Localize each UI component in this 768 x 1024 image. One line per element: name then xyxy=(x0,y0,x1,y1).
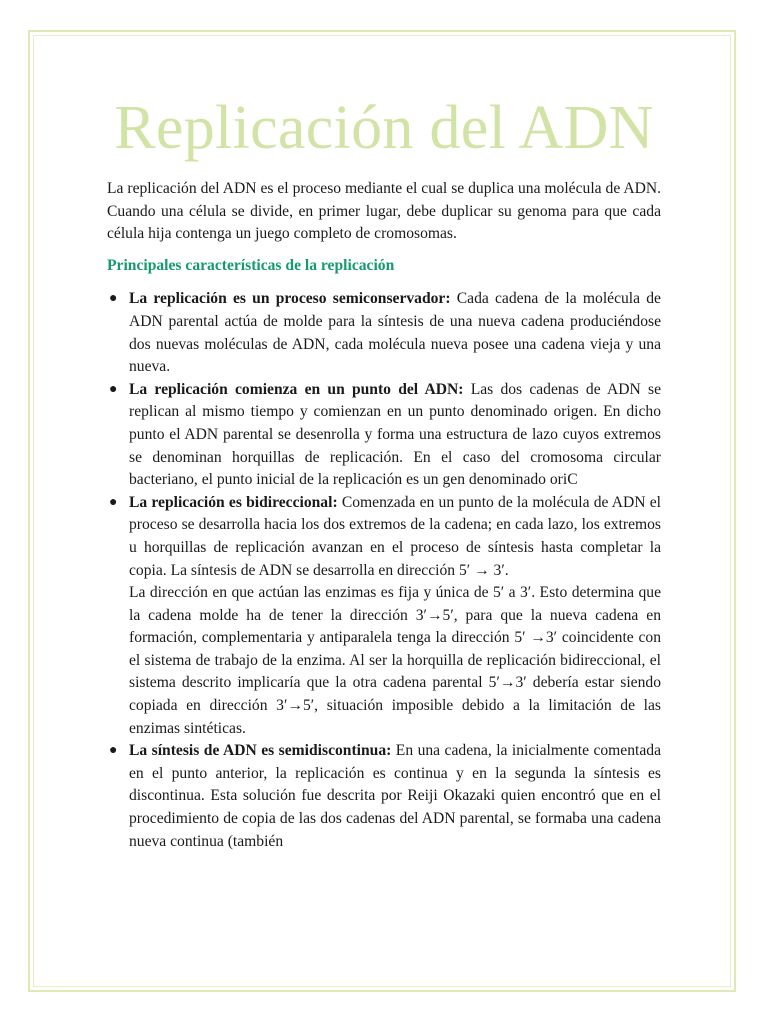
bullet-icon: ● xyxy=(109,494,118,510)
bullet-icon: ● xyxy=(109,381,118,397)
list-item-body: Cada cadena de la molécula de ADN parental actúa de molde para la síntesis de una nueva cadena produciéndose dos nuevas moléculas de ADN, cada molécula nueva posee una cadena vieja y una nueva. xyxy=(129,290,661,376)
document-body xyxy=(107,178,661,853)
list-item xyxy=(107,379,661,492)
section-heading: Principales características de la replicación xyxy=(107,256,395,274)
list-item-bold: La replicación es bidireccional: xyxy=(129,493,338,511)
list-item-extra-paragraph: La dirección en que actúan las enzimas es fija y única de 5′ a 3′. Esto determina que la cadena molde ha de tener la dirección 3′→5′, para que la nueva cadena en formación, complementaria y antiparalela tenga la dirección 5′ →3′ coincidente con el sistema de trabajo de la enzima. Al ser la horquilla de replicación bidireccional, el sistema descrito implicaría que la otra cadena parental 5′→3′ debería estar siendo copiada en dirección 3′→5′, situación imposible debido a la limitación de las enzimas sintéticas. xyxy=(129,584,661,737)
list-item xyxy=(107,288,661,378)
list-item xyxy=(107,740,661,853)
list-item-text xyxy=(129,740,661,853)
list-item-body: En una cadena, la inicialmente comentada en el punto anterior, la replicación es continua y en la segunda la síntesis es discontinua. Esta solución fue descrita por Reiji Okazaki quien encontró que en el procedimiento de copia de las dos cadenas del ADN parental, se formaba una cadena nueva continua (también xyxy=(129,742,661,850)
bullet-icon: ● xyxy=(109,291,118,307)
list-item-text xyxy=(129,379,661,492)
bullet-icon: ● xyxy=(109,743,118,759)
feature-list xyxy=(107,288,661,853)
intro-paragraph: La replicación del ADN es el proceso mediante el cual se duplica una molécula de ADN. Cuando una célula se divide, en primer lugar, debe duplicar su genoma para que cada célula hija contenga un juego completo de cromosomas. xyxy=(107,180,661,243)
list-item-body: Comenzada en un punto de la molécula de ADN el proceso se desarrolla hacia los dos extremos de la cadena; en cada lazo, los extremos u horquillas de replicación avanzan en el proceso de síntesis hasta completar la copia. La síntesis de ADN se desarrolla en dirección 5′ → 3′. xyxy=(129,493,661,579)
list-item-bold: La síntesis de ADN es semidiscontinua: xyxy=(129,742,392,760)
list-item-body: Las dos cadenas de ADN se replican al mismo tiempo y comienzan en un punto denominado origen. En dicho punto el ADN parental se desenrolla y forma una estructura de lazo cuyos extremos se denominan horquillas de replicación. En el caso del cromosoma circular bacteriano, el punto inicial de la replicación es un gen denominado oriC xyxy=(129,380,662,489)
list-item xyxy=(107,492,661,741)
list-item-bold: La replicación comienza en un punto del ADN: xyxy=(129,380,464,398)
list-item-text xyxy=(129,288,661,378)
document-title: Replicación del ADN xyxy=(114,94,654,162)
list-item-text xyxy=(129,492,661,582)
list-item-bold: La replicación es un proceso semiconservador: xyxy=(129,290,451,308)
